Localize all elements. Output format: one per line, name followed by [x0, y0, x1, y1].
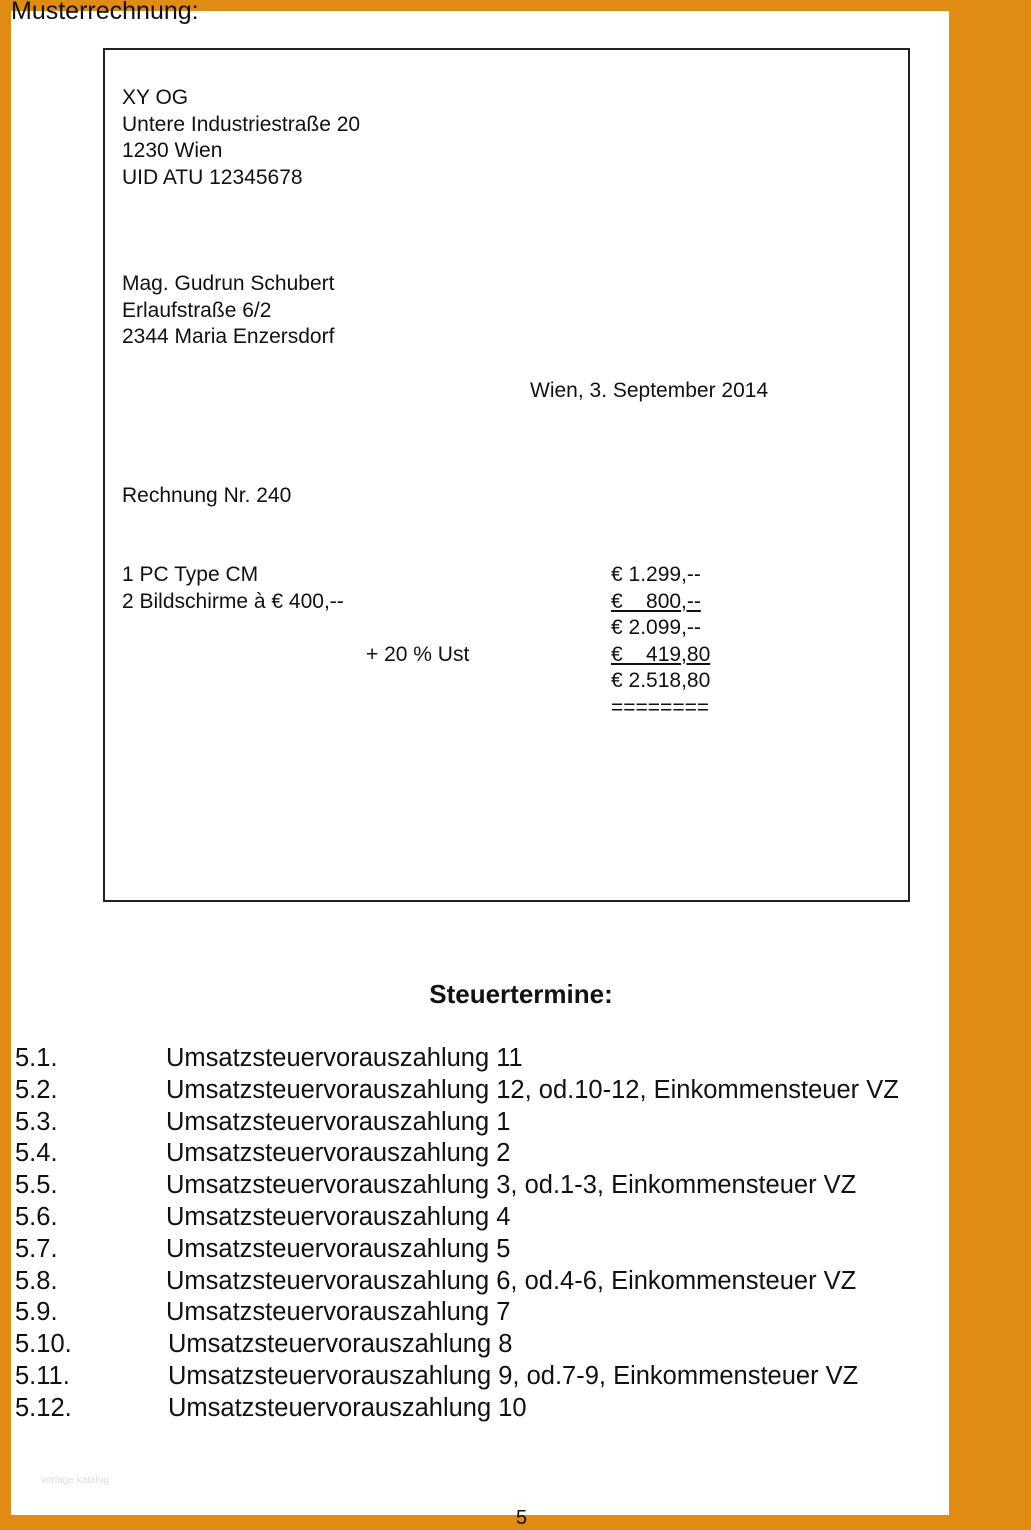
- recipient-name: Mag. Gudrun Schubert: [122, 272, 335, 295]
- recipient-city: 2344 Maria Enzersdorf: [122, 325, 335, 348]
- recipient-street: Erlaufstraße 6/2: [122, 298, 272, 322]
- amount-pc: € 1.299,--: [611, 563, 701, 586]
- total-double-rule: ========: [611, 695, 710, 719]
- sender-city: 1230 Wien: [122, 139, 223, 162]
- sender-uid: UID ATU 12345678: [122, 165, 303, 189]
- sender-address: [122, 85, 360, 191]
- vat-label: + 20 % Ust: [366, 643, 470, 666]
- document-page: Musterrechnung: XY OG Untere Industriestraße 20 1230 Wien UID ATU 12345678 Mag. Gudrun Schubert Erlaufstraße 6/2 2344 Maria Enzersdorf Wien, 3. September 2014 Rechnung Nr. 240 1 PC Type CM 2 Bildschirme à € 400,-- + 20 % Ust € 1.299,-- € 800,-- € 2.099,-- € 419,80 € 2.518,80 ======== Steuertermine: 5.1. Umsatzsteuervorauszahlung 11 5.2. Umsatzsteuervorauszahlung 12, od.10-12, Einkommensteuer VZ 5.3. Umsatzsteuervorauszahlung 1 5.4. Umsatzsteuervorauszahlung 2 5.5. Umsatzsteuervorauszahlung 3, od.1-3, Einkommensteuer VZ 5.6. Umsatzsteuervorauszahlung 4 5.7. Umsatzsteuervorauszahlung 5 5.8. Umsatzsteuervorauszahlung 6, od.4-6, Einkommensteuer VZ 5.9. Umsatzsteuervorauszahlung 7 5.10. Umsatzsteuervorauszahlung 8 5.11. Umsatzsteuervorauszahlung 9, od.7-9, Einkommensteuer VZ 5.12. Umsatzsteuervorauszahlung 10 vorlage katalog 5: [11, 11, 949, 1515]
- amount-vat: € 419,80: [611, 642, 711, 666]
- watermark: vorlage katalog: [41, 1475, 109, 1486]
- amount-total: € 2.518,80: [611, 669, 711, 692]
- invoice-date: Wien, 3. September 2014: [530, 379, 769, 402]
- item-line: 2 Bildschirme à € 400,--: [122, 589, 344, 613]
- invoice-items: [122, 562, 344, 615]
- tax-schedule-title: Steuertermine:: [429, 979, 613, 1009]
- amount-subtotal: € 2.099,--: [611, 616, 701, 639]
- item-line: 1 PC Type CM: [122, 563, 259, 586]
- recipient-address: [122, 271, 334, 351]
- page-number: 5: [516, 1507, 528, 1529]
- sample-invoice: [103, 48, 910, 902]
- document-heading: Musterrechnung:: [11, 0, 199, 25]
- invoice-amounts: [611, 562, 710, 721]
- sender-street: Untere Industriestraße 20: [122, 112, 361, 136]
- amount-screens: € 800,--: [611, 589, 701, 613]
- sender-company: XY OG: [122, 86, 189, 109]
- invoice-number: Rechnung Nr. 240: [122, 484, 292, 507]
